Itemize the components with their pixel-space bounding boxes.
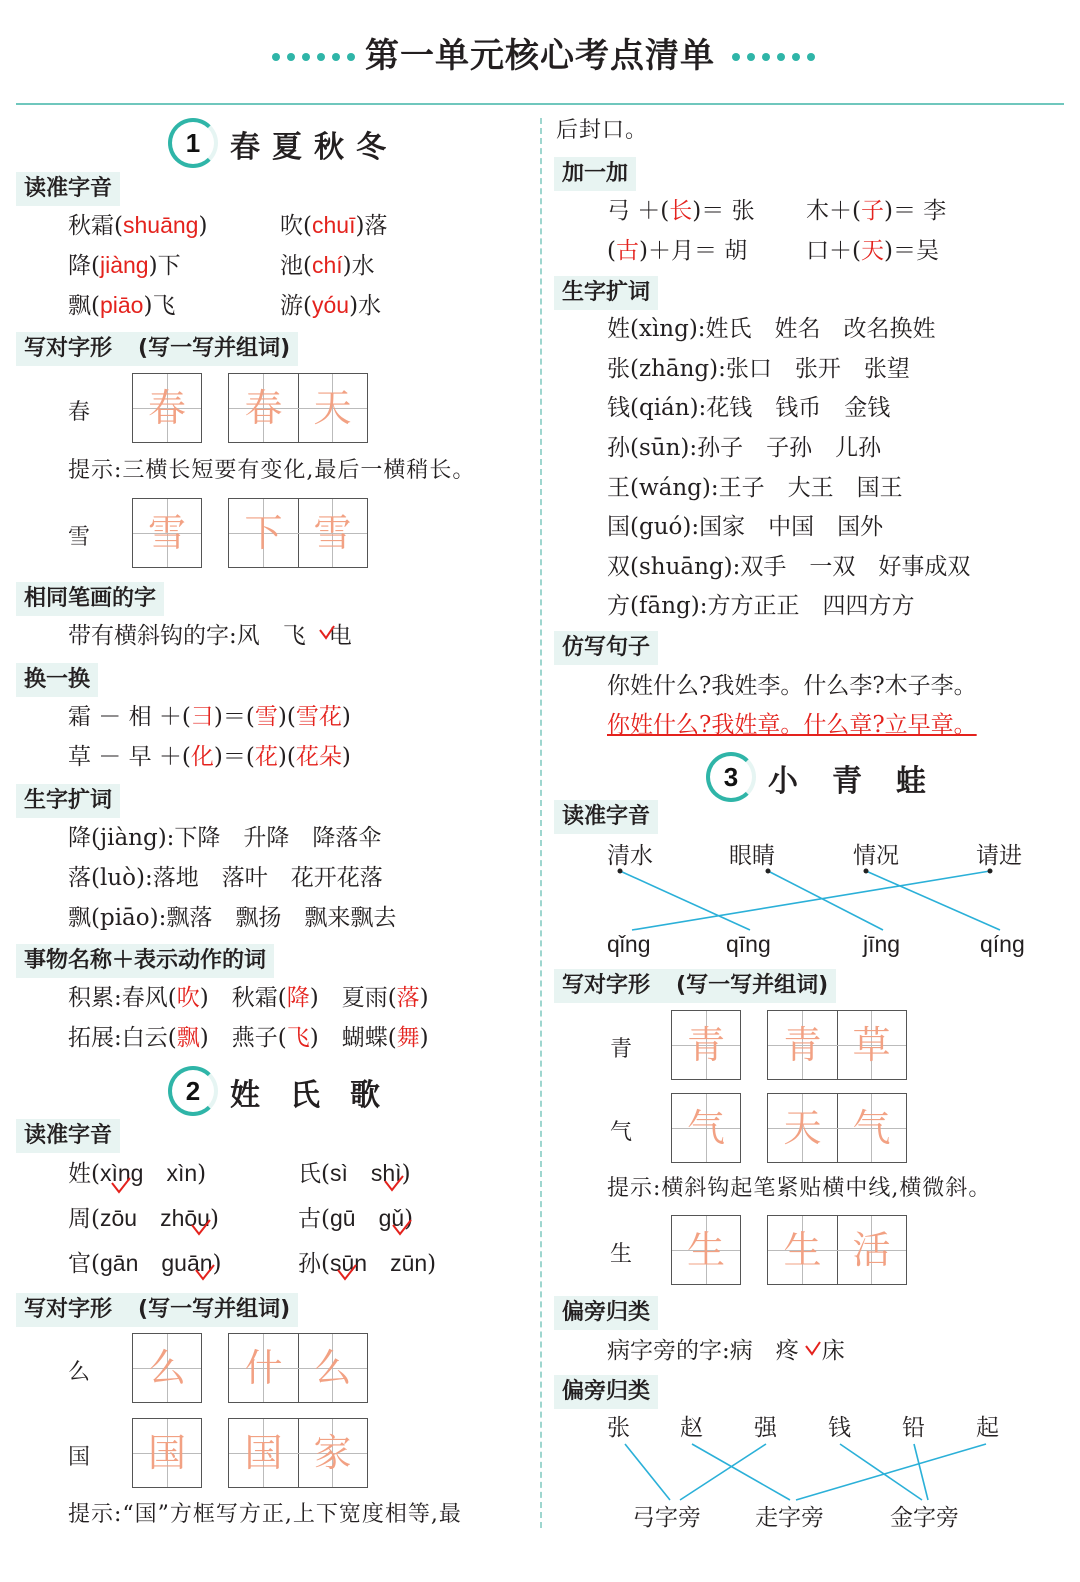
radical-lines [0, 0, 1, 1]
tianzi-grid: 春 [132, 373, 202, 443]
tianzi-grid: 国 [132, 1418, 202, 1488]
read-item: 飘(piāo)飞 [68, 292, 176, 319]
tip: 提示:横斜钩起笔紧贴横中线,横微斜。 [607, 1176, 992, 1201]
radical-char: 铅 [902, 1415, 925, 1441]
section-heading: 读准字音 [16, 172, 120, 206]
lesson-number: 2 [168, 1066, 218, 1116]
match-pinyin: qīng [726, 931, 771, 957]
tianzi-grid: 么 [132, 1333, 202, 1403]
tianzi-grid-pair: 春 天 [228, 373, 368, 443]
expand-line: 国(guó):国家 中国 国外 [607, 514, 884, 540]
add-item: 弓 ＋(长)＝ 张 [607, 198, 755, 224]
section-heading: 加一加 [554, 157, 636, 191]
add-item: 木＋(子)＝ 李 [806, 198, 947, 224]
check-mark [318, 624, 338, 648]
tianzi-grid-pair: 青 草 [767, 1010, 907, 1080]
read-item: 吹(chuī)落 [280, 212, 388, 239]
tianzi-grid-pair: 天 气 [767, 1093, 907, 1163]
radical-group: 金字旁 [890, 1505, 959, 1531]
grid-label: 春 [68, 400, 91, 425]
radical-char: 强 [754, 1415, 777, 1441]
expand-line: 飘(piāo):飘落 飘扬 飘来飘去 [68, 905, 397, 931]
stroke-line: 带有横斜钩的字:风 飞 电 [68, 623, 352, 649]
radical-char: 钱 [828, 1415, 851, 1441]
imitate-answer: 你姓什么?我姓章。什么章?立早章。 [607, 712, 977, 738]
match-pinyin: qǐng [607, 931, 651, 957]
grid-label: 生 [610, 1242, 633, 1267]
tianzi-grid-pair: 下 雪 [228, 498, 368, 568]
match-pinyin: jīng [863, 931, 901, 957]
section-heading: 读准字音 [16, 1119, 120, 1153]
match-word: 清水 [607, 843, 653, 869]
radical-line: 病字旁的字:病 疼 床 [607, 1338, 845, 1364]
tip: 提示:“国”方框写方正,上下宽度相等,最 [68, 1502, 462, 1527]
add-item: (古)＋月＝ 胡 [607, 238, 748, 264]
section-heading: 读准字音 [554, 800, 658, 834]
read-choice: 周(zōu zhōu) [68, 1205, 219, 1232]
imitate-example: 你姓什么?我姓李。什么李?木子李。 [607, 673, 977, 699]
section-heading: 换一换 [16, 663, 98, 697]
lesson-title: 春夏秋冬 [230, 130, 398, 165]
radical-group: 走字旁 [755, 1505, 824, 1531]
column-divider [540, 118, 542, 1528]
section-heading: 事物名称＋表示动作的词 [16, 944, 274, 978]
read-item: 降(jiàng)下 [68, 252, 181, 279]
action-line: 积累:春风(吹) 秋霜(降) 夏雨(落) [68, 985, 429, 1011]
section-heading: 相同笔画的字 [16, 582, 164, 616]
expand-line: 孙(sūn):孙子 子孙 儿孙 [607, 435, 882, 461]
swap-line: 霜 － 相 ＋(彐)＝(雪)(雪花) [68, 704, 351, 730]
action-line: 拓展:白云(飘) 燕子(飞) 蝴蝶(舞) [68, 1025, 429, 1051]
grid-label: 么 [68, 1360, 91, 1385]
expand-line: 钱(qián):花钱 钱币 金钱 [607, 395, 891, 421]
radical-char: 赵 [680, 1415, 703, 1441]
match-word: 眼睛 [729, 843, 775, 869]
section-heading: 偏旁归类 [554, 1296, 658, 1330]
expand-line: 双(shuāng):双手 一双 好事成双 [607, 554, 971, 580]
lesson-number: 1 [168, 118, 218, 168]
read-choice: 氏(sì shì) [298, 1160, 411, 1187]
tianzi-grid: 青 [671, 1010, 741, 1080]
radical-char: 张 [607, 1415, 630, 1441]
tip-continued: 后封口。 [556, 118, 649, 143]
section-heading: 生字扩词 [554, 276, 658, 310]
read-choice: 古(gū gǔ) [298, 1205, 414, 1232]
tianzi-grid: 雪 [132, 498, 202, 568]
section-heading: 写对字形 (写一写并组词) [16, 332, 298, 366]
read-choice: 孙(sūn zūn) [298, 1250, 437, 1277]
match-word: 情况 [853, 843, 899, 869]
section-heading: 偏旁归类 [554, 1375, 658, 1409]
grid-label: 雪 [68, 525, 91, 550]
read-choice: 官(gān guān) [68, 1250, 222, 1277]
grid-label: 青 [610, 1037, 633, 1062]
match-word: 请进 [976, 843, 1022, 869]
grid-label: 国 [68, 1445, 91, 1470]
swap-line: 草 － 早 ＋(化)＝(花)(花朵) [68, 744, 351, 770]
match-pinyin: qíng [980, 931, 1025, 957]
expand-line: 张(zhāng):张口 张开 张望 [607, 356, 910, 382]
expand-line: 姓(xìng):姓氏 姓名 改名换姓 [607, 316, 936, 342]
section-heading: 写对字形 (写一写并组词) [554, 969, 836, 1003]
tianzi-grid: 气 [671, 1093, 741, 1163]
title-divider [16, 103, 1064, 105]
check-mark [804, 1340, 824, 1364]
lesson-title: 小青蛙 [768, 764, 960, 799]
section-heading: 写对字形 (写一写并组词) [16, 1293, 298, 1327]
page-title: 第一单元核心考点清单 [365, 36, 715, 76]
lesson-number: 3 [706, 752, 756, 802]
radical-char: 起 [976, 1415, 999, 1441]
read-item: 秋霜(shuāng) [68, 212, 208, 239]
lesson-title: 姓氏歌 [230, 1078, 410, 1113]
expand-line: 方(fāng):方方正正 四四方方 [607, 593, 915, 619]
section-heading: 生字扩词 [16, 784, 120, 818]
tianzi-grid: 生 [671, 1215, 741, 1285]
tianzi-grid-pair: 什 么 [228, 1333, 368, 1403]
radical-group: 弓字旁 [632, 1505, 701, 1531]
expand-line: 落(luò):落地 落叶 花开花落 [68, 865, 383, 891]
read-item: 池(chí)水 [280, 252, 375, 279]
tip: 提示:三横长短要有变化,最后一横稍长。 [68, 458, 476, 483]
title-dots-right [732, 46, 822, 60]
expand-line: 王(wáng):王子 大王 国王 [607, 475, 903, 501]
tianzi-grid-pair: 生 活 [767, 1215, 907, 1285]
read-item: 游(yóu)水 [280, 292, 382, 319]
add-item: 口＋(天)＝吴 [806, 238, 939, 264]
expand-line: 降(jiàng):下降 升降 降落伞 [68, 825, 382, 851]
tianzi-grid-pair: 国 家 [228, 1418, 368, 1488]
section-heading: 仿写句子 [554, 631, 658, 665]
grid-label: 气 [610, 1120, 633, 1145]
read-choice: 姓(xìng xìn) [68, 1160, 207, 1187]
title-bar [0, 28, 1080, 78]
